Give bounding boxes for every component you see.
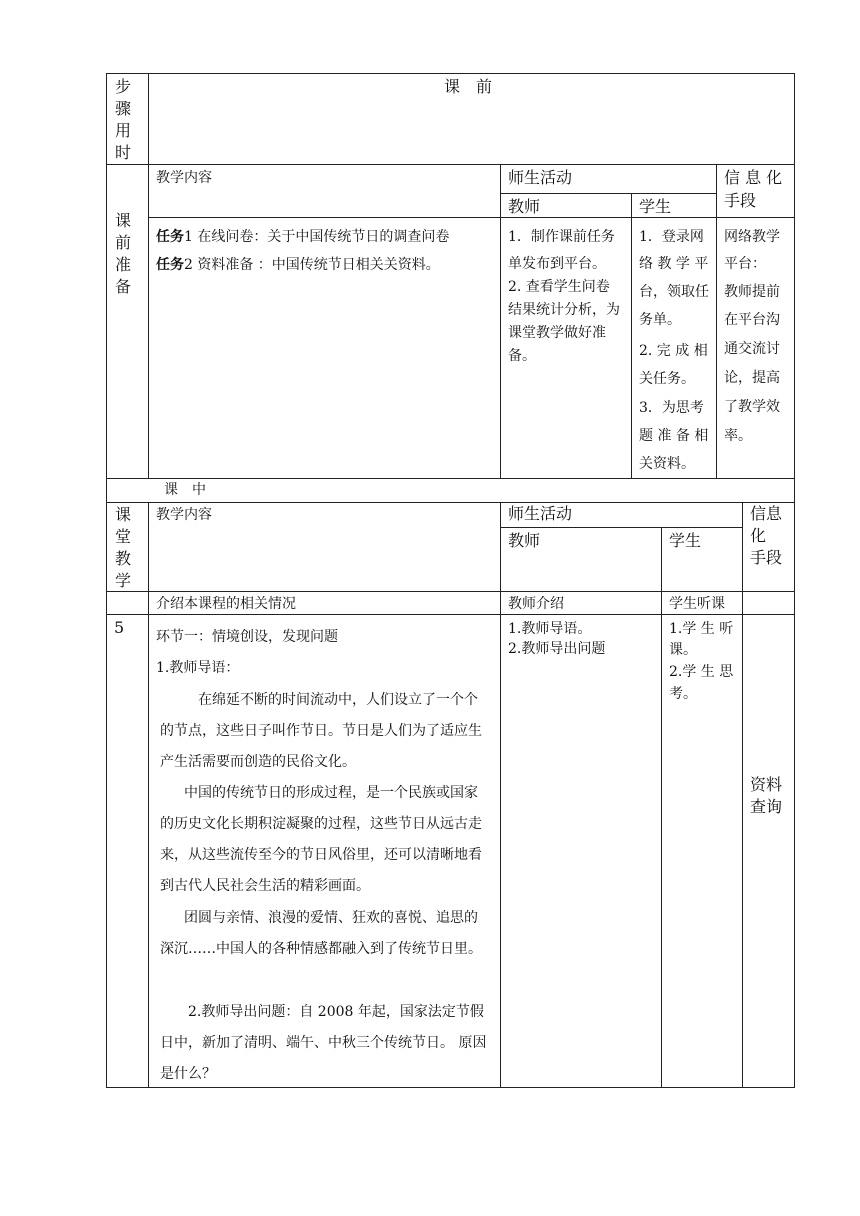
- rule-right: [794, 73, 795, 1088]
- prep-student-line: 务单。: [639, 312, 681, 328]
- rule-it-col-2: [742, 502, 743, 1088]
- class-student-item: 课。: [669, 642, 697, 658]
- class-header-student: 学生: [669, 531, 702, 550]
- header-it-means-line2: 手段: [724, 191, 757, 210]
- rule-step-col-2: [148, 502, 149, 1088]
- rule-left: [106, 73, 107, 1088]
- class-teacher-item: 2.教师导出问题: [508, 641, 606, 657]
- header-activity: 师生活动: [508, 168, 573, 187]
- prep-it-line: 平台：: [724, 256, 766, 272]
- rule-prep-header-bottom: [148, 217, 795, 218]
- prep-teacher-line: 结果统计分析，为: [508, 302, 620, 318]
- rule-student-col-1: [631, 193, 632, 479]
- prep-teacher-line: 1．制作课前任务: [508, 229, 615, 245]
- prep-it-line: 网络教学: [724, 229, 780, 245]
- prep-teacher-line: 单发布到平台。: [508, 256, 606, 272]
- task-1-label: 任务: [156, 229, 184, 245]
- task-2-label: 任务: [156, 257, 184, 273]
- row-label-classroom: 课 堂 教 学: [114, 505, 131, 590]
- header-student: 学生: [639, 197, 672, 216]
- rule-student-col-2: [661, 527, 662, 1088]
- prep-teacher-line: 课堂教学做好准: [508, 325, 606, 341]
- prep-student-line: 关资料。: [639, 456, 695, 472]
- step-time-label: 步 骤 用 时: [114, 77, 131, 162]
- class-header-it-means: 信息 化 手段: [750, 504, 783, 567]
- rule-content-col-2: [500, 502, 501, 1088]
- segment-title: 环节一：情境创设，发现问题: [156, 629, 338, 645]
- row-label-prep: 课 前 准 备: [114, 211, 131, 296]
- prep-teacher-line: 2. 查看学生问卷: [508, 279, 610, 295]
- rule-class-top: [106, 502, 795, 503]
- class-student-item: 考。: [669, 686, 697, 702]
- intro-row-student: 学生听课: [669, 596, 725, 612]
- prep-it-line: 在平台沟: [724, 312, 780, 328]
- prep-it-line: 了教学效: [724, 399, 780, 415]
- class-header-activity: 师生活动: [508, 504, 573, 523]
- prep-it-line: 教师提前: [724, 284, 780, 300]
- guide-paragraph-2: 中国的传统节日的形成过程，是一个民族或国家的历史文化长期积淀凝聚的过程，这些节日从远古走来，从这些流传至今的节日风俗里，还可以清晰地看到古代人民社会生活的精彩画面。: [160, 785, 482, 894]
- rule-teacher-student-top: [500, 193, 716, 194]
- task-1: [156, 227, 449, 247]
- rule-top: [106, 73, 795, 74]
- prep-student-line: 台，领取任: [639, 284, 709, 300]
- rule-row-prep-top: [106, 164, 795, 165]
- guide-paragraph-3: 团圆与亲情、浪漫的爱情、狂欢的喜悦、追思的深沉……中国人的各种情感都融入到了传统节日里。: [160, 910, 482, 957]
- rule-step-col-1: [148, 73, 149, 479]
- prep-student-line: 1．登录网: [639, 229, 704, 245]
- prep-student-line: 络 教 学 平: [639, 256, 709, 272]
- prep-it-line: 率。: [724, 428, 752, 444]
- task-2: [156, 255, 440, 275]
- header-it-means-line1: 信 息 化: [724, 168, 783, 187]
- task-2-text: 2 资料准备 ：中国传统节日相关关资料。: [184, 257, 440, 273]
- prep-student-line: 题 准 备 相: [639, 428, 709, 444]
- header-teaching-content: 教学内容: [156, 170, 212, 186]
- rule-intro-bottom: [106, 614, 795, 615]
- prep-it-line: 论，提高: [724, 370, 780, 386]
- phase-title-in-class: 课 中: [164, 482, 206, 498]
- rule-class-teacher-top: [500, 527, 743, 528]
- guide-heading: 1.教师导语：: [156, 660, 240, 676]
- prep-it-line: 通交流讨: [724, 341, 780, 357]
- prep-student-line: 2. 完 成 相: [639, 343, 708, 359]
- rule-prep-bottom: [106, 478, 795, 479]
- prep-student-line: 关任务。: [639, 371, 695, 387]
- rule-class-header-bottom: [106, 591, 795, 592]
- class-header-content: 教学内容: [156, 507, 212, 523]
- guide-paragraph-4: 2.教师导出问题：自 2008 年起，国家法定节假日中，新加了清明、端午、中秋三个传统节日。 原因是什么？: [160, 1004, 487, 1082]
- guide-paragraph-1: 在绵延不断的时间流动中，人们设立了一个个的节点，这些日子叫作节日。节日是人们为了适应生产生活需要而创造的民俗文化。: [160, 692, 482, 770]
- rule-content-col-1: [500, 164, 501, 479]
- task-1-text: 1 在线问卷：关于中国传统节日的调查问卷: [184, 229, 450, 245]
- header-teacher: 教师: [508, 197, 541, 216]
- prep-teacher-line: 备。: [508, 348, 536, 364]
- class-student-item: 1.学 生 听: [669, 621, 734, 637]
- step-time-value: 5: [114, 618, 125, 637]
- rule-it-col-1: [716, 164, 717, 479]
- prep-student-line: 3．为思考: [639, 400, 704, 416]
- phase-title-before-class: 课 前: [444, 77, 493, 96]
- intro-row-teacher: 教师介绍: [508, 596, 564, 612]
- class-teacher-item: 1.教师导语。: [508, 621, 592, 637]
- class-header-teacher: 教师: [508, 531, 541, 550]
- class-it-means: 资料 查询: [750, 775, 783, 816]
- class-student-item: 2.学 生 思: [669, 664, 734, 680]
- intro-row-content: 介绍本课程的相关情况: [156, 596, 296, 612]
